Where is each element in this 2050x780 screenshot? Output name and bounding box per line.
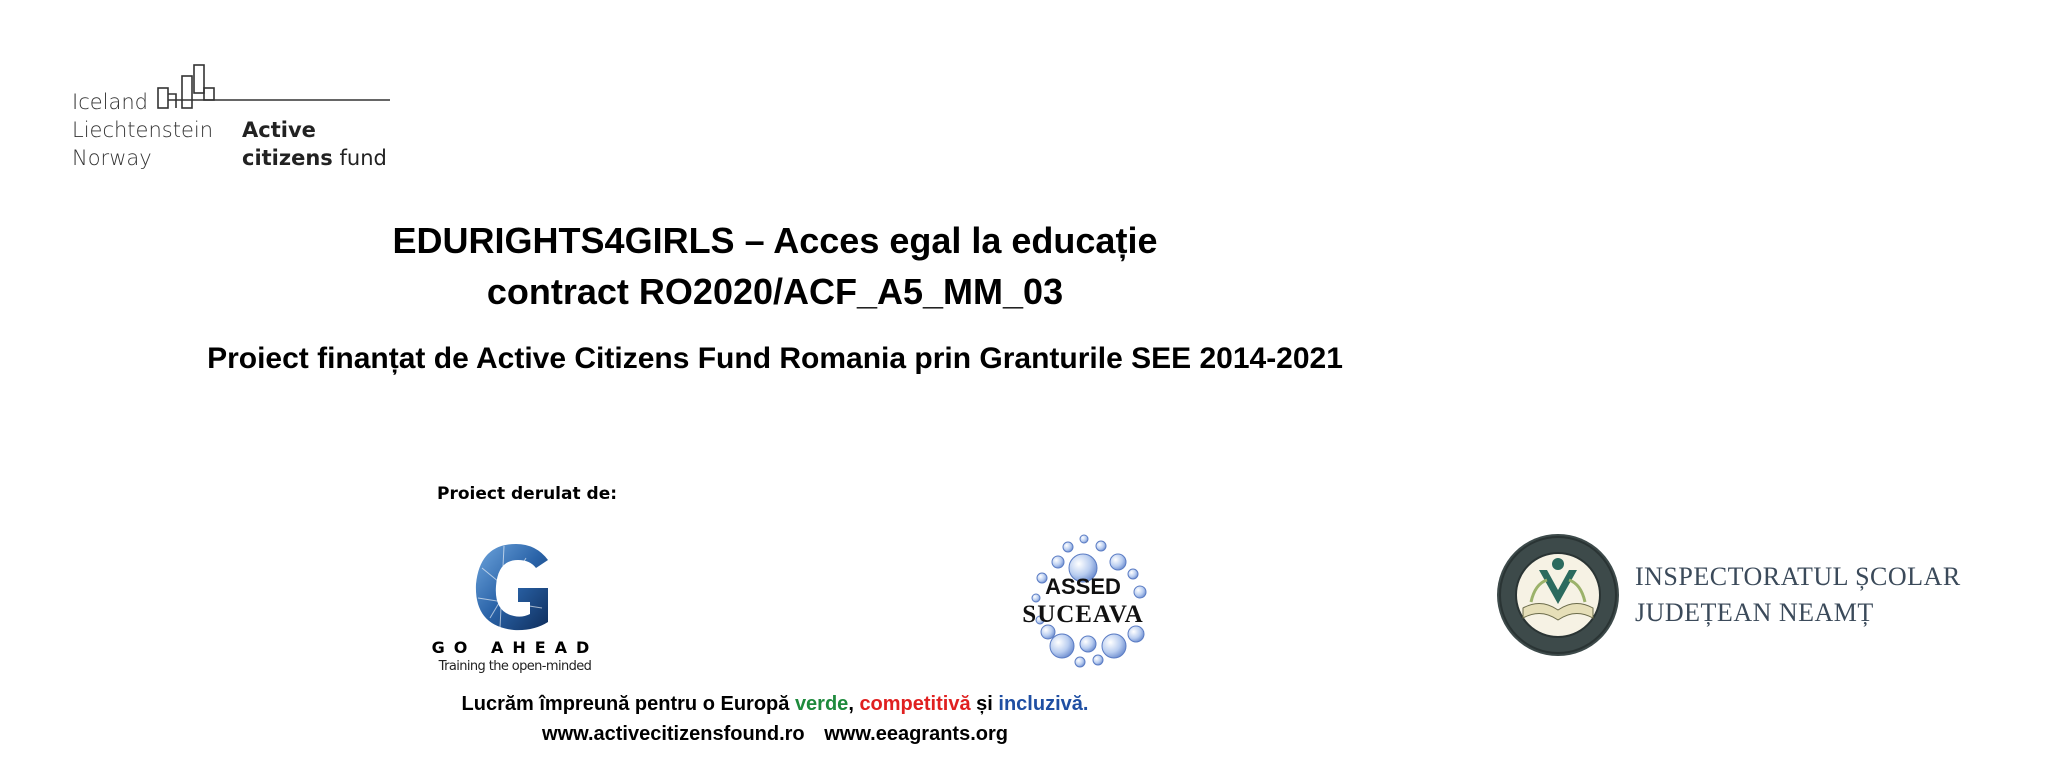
funding-statement: Proiect finanțat de Active Citizens Fund Romania prin Granturile SEE 2014-2021 (207, 342, 1343, 375)
slogan-green-word: verde (794, 693, 849, 715)
link-eeagrants[interactable]: www.eeagrants.org (824, 723, 1008, 745)
contract-number: contract RO2020/ACF_A5_MM_03 (486, 271, 1064, 312)
go-ahead-name: GO AHEAD (431, 638, 599, 657)
fund-name-line1: Active (242, 118, 316, 142)
g-letter-icon (430, 538, 600, 638)
slogan-red-word: competitivă (859, 693, 971, 715)
fund-name-line2 (242, 144, 387, 172)
isj-name-line2: JUDEȚEAN NEAMȚ (1635, 598, 1874, 627)
assed-name: ASSED (1045, 574, 1121, 599)
slogan-comma: , (848, 693, 854, 715)
partners-label: Proiect derulat de: (437, 484, 618, 504)
funder-countries (72, 88, 213, 172)
link-activecitizensfund[interactable]: www.activecitizensfound.ro (542, 723, 805, 745)
active-citizens-fund-logo (70, 58, 390, 178)
isj-name-line1: INSPECTORATUL ȘCOLAR (1635, 562, 1961, 591)
isj-neamt-logo (1495, 530, 1961, 670)
project-title: EDURIGHTS4GIRLS – Acces egal la educație (392, 220, 1158, 261)
website-links (0, 723, 1550, 746)
assed-city: SUCEAVA (1022, 601, 1144, 628)
slogan (0, 693, 1550, 716)
seal-icon (1495, 532, 1621, 658)
fund-name-fund: fund (339, 146, 387, 170)
slogan-blue-word: incluzivă. (998, 693, 1089, 715)
assed-suceava-logo (998, 532, 1168, 672)
go-ahead-tagline: Training the open-minded (438, 659, 592, 674)
country-norway: Norway (72, 146, 152, 170)
fund-name-citizens: citizens (242, 146, 333, 170)
slogan-and: și (976, 693, 993, 715)
fund-name (242, 116, 387, 172)
slogan-prefix: Lucrăm împreună pentru o Europă (461, 693, 790, 715)
country-iceland: Iceland (72, 90, 149, 114)
country-liechtenstein: Liechtenstein (72, 118, 214, 142)
go-ahead-logo (430, 538, 600, 678)
